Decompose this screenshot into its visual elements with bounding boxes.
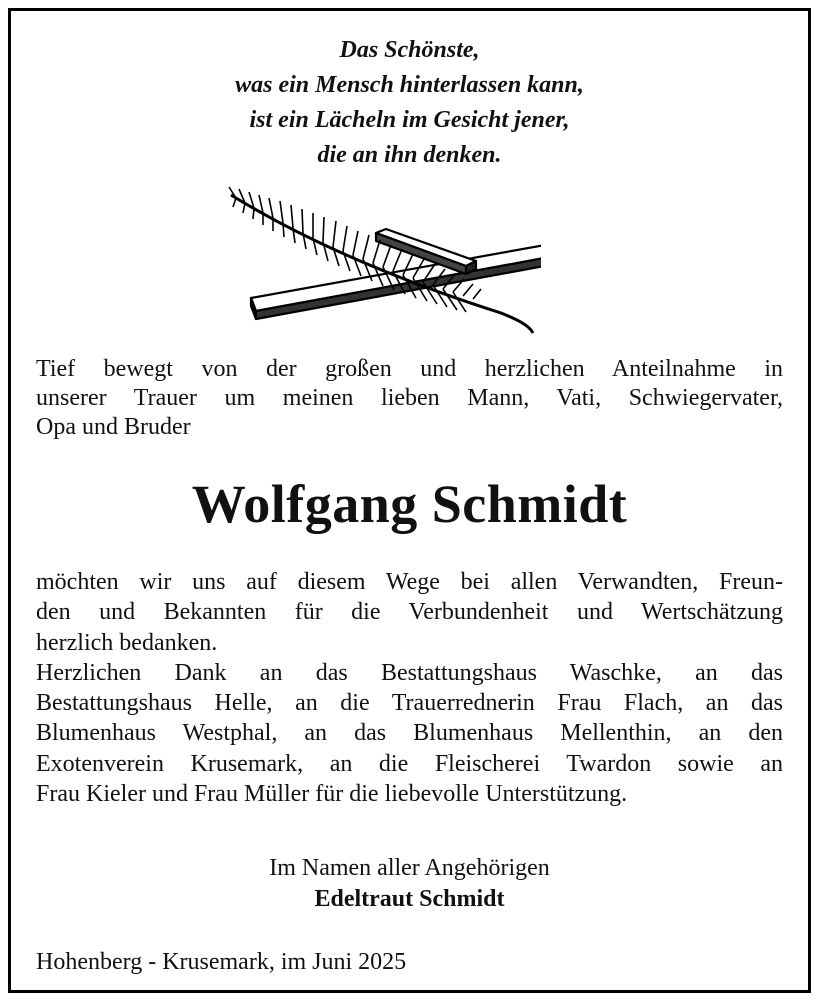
- deceased-name: Wolfgang Schmidt: [191, 474, 628, 534]
- thanks-line: Bestattungshaus Helle, an die Trauerrednerin Frau Flach, an das: [36, 690, 783, 717]
- thanks-line: Blumenhaus Westphal, an das Blumenhaus Mellenthin, an den: [36, 720, 783, 747]
- thanks-line: herzlich bedanken.: [36, 629, 218, 656]
- thanks-line: Herzlichen Dank an das Bestattungshaus Waschke, an das: [36, 659, 783, 686]
- cross-with-palm-frond-icon: [211, 183, 541, 343]
- thanks-line: Frau Kieler und Frau Müller für die liebevolle Unterstützung.: [36, 781, 628, 808]
- intro-line: Opa und Bruder: [36, 414, 191, 440]
- place-date: Hohenberg - Krusemark, im Juni 2025: [36, 949, 407, 975]
- thanks-line: möchten wir uns auf diesem Wege bei allen Verwandten, Freun-: [36, 569, 783, 595]
- obituary-frame: [8, 8, 811, 993]
- intro-text: [36, 355, 783, 442]
- intro-line: Tief bewegt von der großen und herzlichen Anteilnahme in: [36, 356, 783, 382]
- poem-line: was ein Mensch hinterlassen kann,: [235, 72, 584, 98]
- intro-line: unserer Trauer um meinen lieben Mann, Vati, Schwiegervater,: [36, 385, 783, 411]
- closing: [11, 853, 808, 915]
- thanks-line: Exotenverein Krusemark, an die Fleischerei Twardon sowie an: [36, 750, 783, 777]
- poem-line: die an ihn denken.: [317, 142, 502, 168]
- closing-line: Im Namen aller Angehörigen: [269, 855, 550, 881]
- poem-line: Das Schönste,: [339, 37, 480, 63]
- signature: Edeltraut Schmidt: [314, 886, 505, 912]
- poem-line: ist ein Lächeln im Gesicht jener,: [249, 107, 570, 133]
- poem: [11, 33, 808, 173]
- thanks-text: [36, 567, 783, 809]
- thanks-line: den und Bekannten für die Verbundenheit und Wertschätzung: [36, 599, 783, 626]
